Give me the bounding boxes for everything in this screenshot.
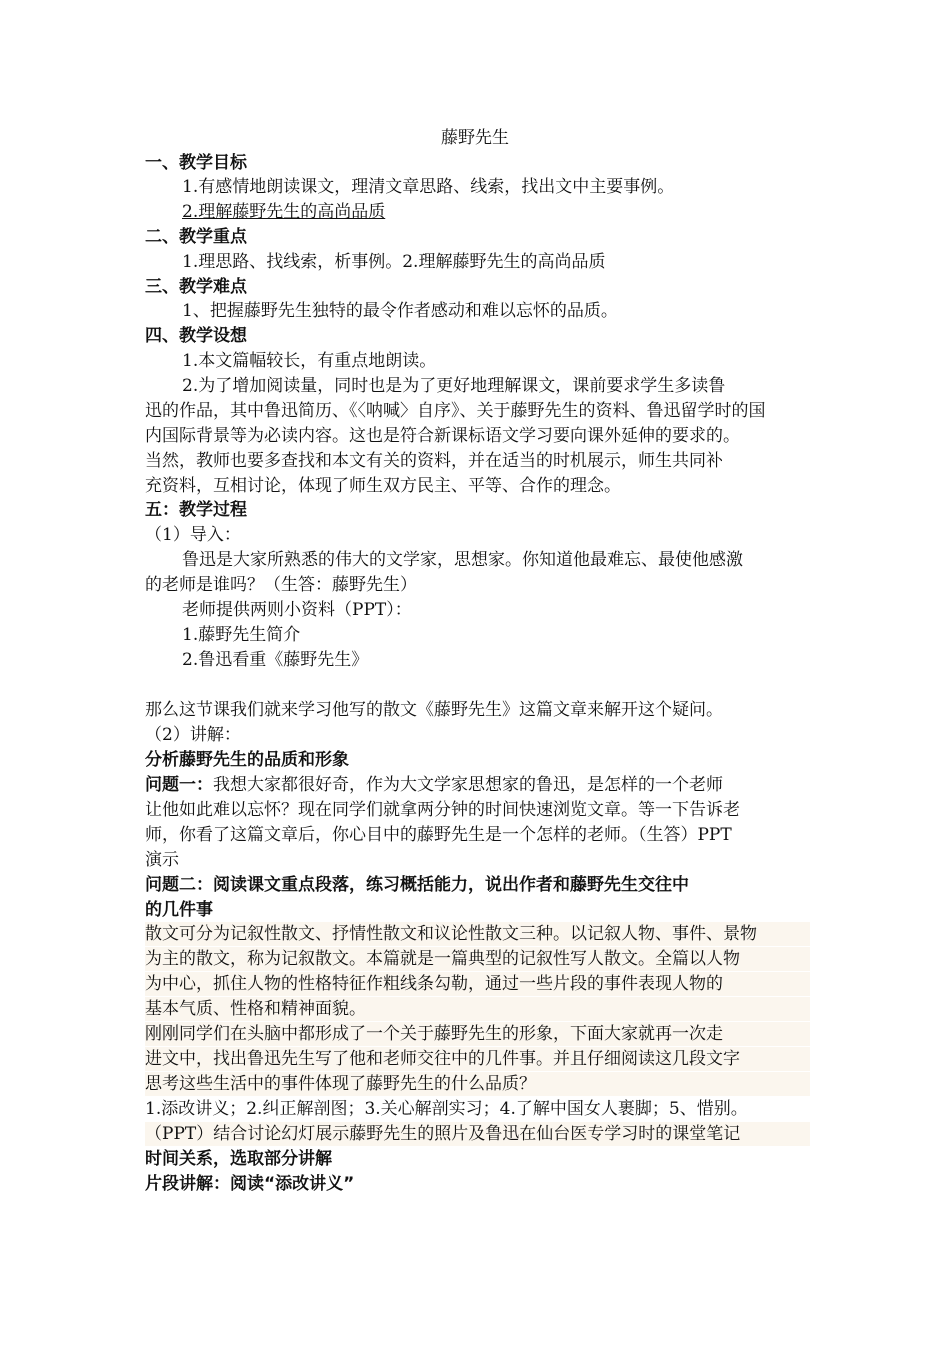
objective-item-2: 2.理解藤野先生的高尚品质 (182, 202, 386, 222)
events-list: 1.添改讲义；2.纠正解剖图；3.关心解剖实习；4.了解中国女人裹脚；5、惜别。 (145, 1099, 748, 1119)
section-heading-difficulties: 三、教学难点 (145, 277, 247, 297)
intro-paragraph-line: 的老师是谁吗？（生答：藤野先生） (145, 575, 417, 595)
intro-paragraph-line: 鲁迅是大家所熟悉的伟大的文学家，思想家。你知道他最难忘、最使他感激 (182, 550, 743, 570)
intro-paragraph-line: 老师提供两则小资料（PPT）： (182, 600, 412, 620)
intro-material-item: 2.鲁迅看重《藤野先生》 (182, 650, 369, 670)
section-heading-objectives: 一、教学目标 (145, 153, 247, 173)
ppt-note-line: 时间关系，选取部分讲解 (145, 1149, 332, 1169)
highlighted-paragraph-line: 为中心，抓住人物的性格特征作粗线条勾勒，通过一些片段的事件表现人物的 (145, 972, 810, 996)
question-2-line: 问题二：阅读课文重点段落，练习概括能力，说出作者和藤野先生交往中 (145, 875, 689, 895)
design-paragraph-line: 内国际背景等为必读内容。这也是符合新课标语文学习要向课外延伸的要求的。 (145, 426, 740, 446)
highlighted-paragraph-line: 为主的散文，称为记叙散文。本篇就是一篇典型的记叙性写人散文。全篇以人物 (145, 947, 810, 971)
section-heading-design: 四、教学设想 (145, 326, 247, 346)
intro-material-item: 1.藤野先生简介 (182, 625, 301, 645)
highlighted-paragraph-line: 刚刚同学们在头脑中都形成了一个关于藤野先生的形象，下面大家就再一次走 (145, 1022, 810, 1046)
design-paragraph-line: 2.为了增加阅读量，同时也是为了更好地理解课文，课前要求学生多读鲁 (182, 376, 726, 396)
design-paragraph-line: 当然，教师也要多查找和本文有关的资料，并在适当的时机展示，师生共同补 (145, 451, 723, 471)
design-paragraph-line: 充资料，互相讨论，体现了师生双方民主、平等、合作的理念。 (145, 476, 621, 496)
analysis-heading: 分析藤野先生的品质和形象 (145, 750, 349, 770)
highlighted-paragraph-line: 散文可分为记叙性散文、抒情性散文和议论性散文三种。以记叙人物、事件、景物 (145, 922, 810, 946)
question-1-text: 我想大家都很好奇，作为大文学家思想家的鲁迅，是怎样的一个老师 (213, 775, 723, 795)
highlighted-paragraph-line: 进文中，找出鲁迅先生写了他和老师交往中的几件事。并且仔细阅读这几段文字 (145, 1047, 810, 1071)
question-1-line: 让他如此难以忘怀？现在同学们就拿两分钟的时间快速浏览文章。等一下告诉老 (145, 800, 740, 820)
design-paragraph-line: 迅的作品，其中鲁迅简历、《〈呐喊〉自序》、关于藤野先生的资料、鲁迅留学时的国 (145, 401, 766, 421)
question-1-line (145, 773, 810, 797)
difficulties-item: 1、把握藤野先生独特的最令作者感动和难以忘怀的品质。 (182, 301, 618, 321)
highlighted-paragraph-line: 思考这些生活中的事件体现了藤野先生的什么品质？ (145, 1072, 810, 1096)
design-item-1: 1.本文篇幅较长，有重点地朗读。 (182, 351, 437, 371)
highlighted-paragraph-line: 基本气质、性格和精神面貌。 (145, 997, 810, 1021)
key-points-item: 1.理思路、找线索，析事例。2.理解藤野先生的高尚品质 (182, 252, 606, 272)
question-1-line: 演示 (145, 850, 179, 870)
section-heading-key-points: 二、教学重点 (145, 227, 247, 247)
intro-label: （1）导入： (145, 525, 241, 545)
intro-paragraph-line: 那么这节课我们就来学习他写的散文《藤野先生》这篇文章来解开这个疑问。 (145, 700, 723, 720)
objective-item-1: 1.有感情地朗读课文，理清文章思路、线索，找出文中主要事例。 (182, 177, 675, 197)
question-1-line: 师，你看了这篇文章后，你心目中的藤野先生是一个怎样的老师。（生答）PPT (145, 825, 732, 845)
ppt-note-line: （PPT）结合讨论幻灯展示藤野先生的照片及鲁迅在仙台医专学习时的课堂笔记 (145, 1122, 810, 1146)
explain-label: （2）讲解： (145, 725, 241, 745)
question-1-label: 问题一： (145, 775, 213, 795)
section-heading-process: 五：教学过程 (145, 500, 247, 520)
page-title: 藤野先生 (441, 128, 509, 148)
question-2-line: 的几件事 (145, 900, 213, 920)
segment-heading: 片段讲解：阅读“添改讲义” (145, 1174, 355, 1194)
